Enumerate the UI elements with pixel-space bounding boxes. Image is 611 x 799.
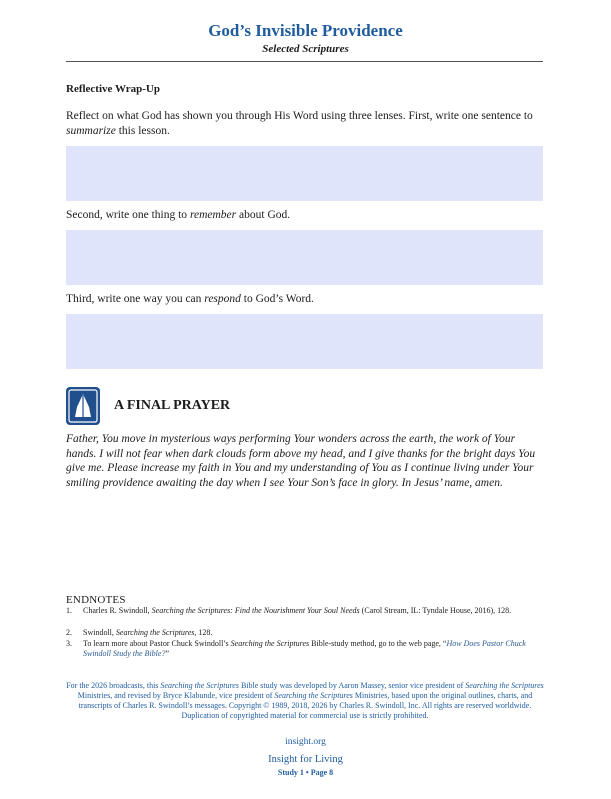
praying-hands-icon <box>66 387 100 425</box>
wrap-up-intro: Reflect on what God has shown you through His Word using three lenses. First, write one sentence to summarize this lesson. <box>66 110 533 137</box>
copyright-credits: For the 2026 broadcasts, this Searching the Scriptures Bible study was developed by Aaron Massey, senior vice president of Searching the Scriptures Ministries, and revised by Bryce Klabunde, vice president of Searching the Scriptures Ministries, based upon the original outlines, charts, and transcripts of Charles R. Swindoll’s messages. Copyright © 1989, 2018, 2026 by Charles R. Swindoll, Inc. All rights are reserved worldwide. Duplication of copyrighted material for commercial use is strictly prohibited. <box>66 681 544 720</box>
page-number: Study 1 • Page 8 <box>277 768 334 777</box>
wrap-up-heading: Reflective Wrap-Up <box>66 83 160 95</box>
summarize-answer-box[interactable] <box>66 146 543 201</box>
page-subtitle: Selected Scriptures <box>262 43 349 55</box>
respond-answer-box[interactable] <box>66 314 543 369</box>
page-title: God’s Invisible Providence <box>208 21 403 40</box>
endnote-item: 2. Swindoll, Searching the Scriptures, 128. <box>66 628 213 637</box>
remember-prompt: Second, write one thing to remember about God. <box>66 209 291 221</box>
brand-name: Insight for Living <box>268 754 343 765</box>
remember-answer-box[interactable] <box>66 230 543 285</box>
header-divider <box>66 61 543 62</box>
respond-prompt: Third, write one way you can respond to God’s Word. <box>66 293 314 305</box>
endnote-item: 1. Charles R. Swindoll, Searching the Scriptures: Find the Nourishment Your Soul Needs (Carol Stream, IL: Tyndale House, 2016), 128. <box>66 606 512 615</box>
prayer-text: Father, You move in mysterious ways performing Your wonders across the earth, the work of Your hands. I will not fear when dark clouds form above my head, and I give thanks for the bright days You give me. Please increase my faith in You and my understanding of You as I continue living under Your smiling providence awaiting the day when I see Your Son’s face in glory. In Jesus’ name, amen. <box>66 433 536 489</box>
site-link[interactable]: insight.org <box>285 737 326 747</box>
endnotes-heading: ENDNOTES <box>66 594 126 606</box>
endnote-item: 3. To learn more about Pastor Chuck Swindoll’s Searching the Scriptures Bible-study method, go to the web page, “How Does Pastor Chuck Swindoll Study the Bible?” <box>66 639 526 658</box>
prayer-heading: A FINAL PRAYER <box>114 398 231 413</box>
endnote-web-link[interactable]: How Does Pastor Chuck Swindoll Study the Bible? <box>83 639 526 658</box>
